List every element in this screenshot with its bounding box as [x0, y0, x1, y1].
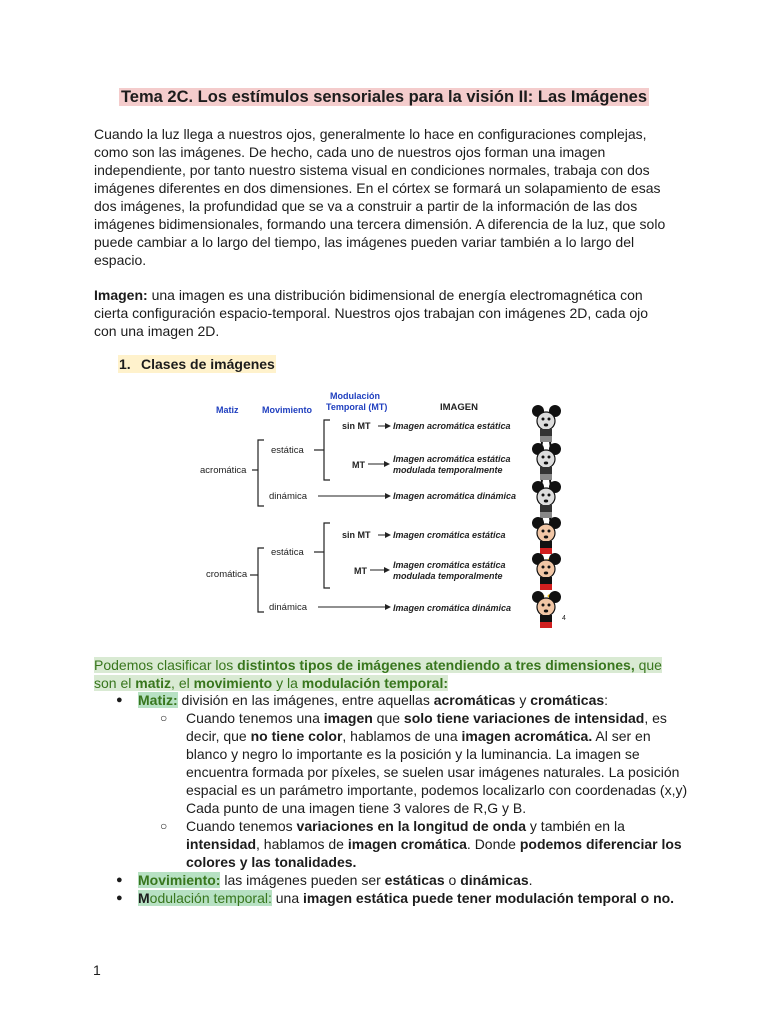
label-mt-1: MT [352, 460, 365, 470]
label-mt-2: MT [354, 566, 367, 576]
header-imagen: IMAGEN [440, 402, 478, 413]
result-cromatica-modulada-2: modulada temporalmente [393, 571, 503, 581]
summary-paragraph: Podemos clasificar los distintos tipos de imágenes atendiendo a tres dimensiones, que son el matiz, el movimiento y la modulación temporal: [94, 657, 662, 691]
result-cromatica-dinamica: Imagen cromática dinámica [393, 603, 512, 613]
mouse-image-2 [532, 443, 561, 486]
matiz-sublist [138, 709, 688, 871]
label-estatica-2: estática [271, 547, 304, 558]
sublist-item-cromatica: ○ Cuando tenemos variaciones en la longitud de onda y también en la intensidad, hablamos de imagen cromática. Donde podemos diferenciar los colores y las tonalidades. [138, 817, 688, 871]
result-cromatica-modulada: Imagen cromática estática [393, 560, 506, 570]
diagram-corner-number: 4 [562, 615, 566, 622]
mouse-image-6 [532, 591, 561, 632]
intro-paragraph: Cuando la luz llega a nuestros ojos, generalmente lo hace en configuraciones complejas, como son las imágenes. De hecho, cada uno de nuestros ojos forman una imagen independiente, por tanto nuestro sistema visual en condiciones normales, trabaja con dos imágenes diferentes en dos dimensiones. En el córtex se formará un solapamiento de esas dos imágenes, la profundidad que se va a construir a partir de la información de las dos imágenes bidimensionales, formando una tercera dimensión. A diferencia de la luz, que solo puede cambiar a lo largo del tiempo, las imágenes pueden variar también a lo largo del espacio. [94, 126, 666, 268]
label-cromatica: cromática [206, 569, 248, 580]
header-modulacion-2: Temporal (MT) [326, 402, 388, 412]
label-estatica-1: estática [271, 445, 304, 456]
result-cromatica-estatica: Imagen cromática estática [393, 530, 506, 540]
label-sin-mt-2: sin MT [342, 530, 371, 540]
result-acromatica-estatica: Imagen acromática estática [393, 421, 511, 431]
list-item-movimiento: ● Movimiento: las imágenes pueden ser estáticas o dinámicas. [116, 871, 688, 889]
image-definition: Imagen: una imagen es una distribución bidimensional de energía electromagnética con cierta configuración espacio-temporal. Nuestros ojos trabajan con imágenes 2D, cada ojo con una imagen 2D. [94, 287, 649, 339]
list-item-matiz: ● Matiz: división en las imágenes, entre aquellas acromáticas y cromáticas: ○ Cuando tenemos una imagen que solo tiene variaciones de intensidad, es decir, que no tiene color, hablamos de una imagen acromática. Al ser en blanco y negro lo importante es la posición y la luminancia. La imagen se encuentra formada por píxeles, se suelen usar imágenes naturales. La posición espacial es un parámetro importante, podemos localizarlo con coordenadas (x,y) Cada punto de una imagen tiene 3 valores de R,G y B. ○ Cuando tenemos variaciones en la longitud de onda y también en la intensidad, hablamos de imagen cromática. Donde podemos diferenciar los colores y las tonalidades. [116, 691, 688, 871]
definition-term: Imagen: [94, 287, 148, 303]
result-acromatica-modulada: Imagen acromática estática [393, 454, 511, 464]
label-dinamica-2: dinámica [269, 602, 308, 613]
header-modulacion: Modulación [330, 391, 380, 401]
sublist-item-acromatica: ○ Cuando tenemos una imagen que solo tiene variaciones de intensidad, es decir, que no tiene color, hablamos de una imagen acromática. Al ser en blanco y negro lo importante es la posición y la luminancia. La imagen se encuentra formada por píxeles, se suelen usar imágenes naturales. La posición espacial es un parámetro importante, podemos localizarlo con coordenadas (x,y) Cada punto de una imagen tiene 3 valores de R,G y B. [138, 709, 688, 817]
dimension-list [116, 691, 688, 907]
header-matiz: Matiz [216, 405, 239, 415]
mouse-image-1 [532, 405, 561, 448]
header-movimiento: Movimiento [262, 405, 313, 415]
label-dinamica-1: dinámica [269, 491, 308, 502]
document-title: Tema 2C. Los estímulos sensoriales para la visión II: Las Imágenes [120, 88, 648, 106]
label-acromatica: acromática [200, 465, 247, 476]
section-heading: 1. Clases de imágenes [119, 356, 275, 372]
label-sin-mt-1: sin MT [342, 421, 371, 431]
page-number: 1 [93, 962, 101, 978]
result-acromatica-modulada-2: modulada temporalmente [393, 465, 503, 475]
image-classification-diagram [196, 380, 570, 632]
result-acromatica-dinamica: Imagen acromática dinámica [393, 491, 517, 501]
list-item-modulacion: ● Modulación temporal: una imagen estática puede tener modulación temporal o no. [116, 889, 688, 907]
